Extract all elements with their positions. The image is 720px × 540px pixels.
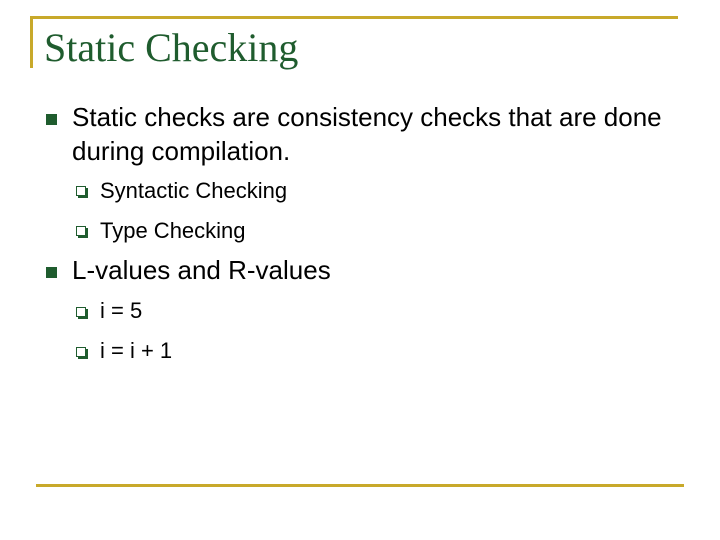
- sub-bullet-assign-increment: i = i + 1: [100, 338, 173, 363]
- slide-title: Static Checking: [44, 25, 299, 70]
- frame-top-rule: [30, 16, 678, 19]
- sub-bullet-syntactic-checking: Syntactic Checking: [100, 178, 288, 203]
- filled-square-bullet-icon: [46, 114, 57, 125]
- filled-square-bullet-icon: [46, 267, 57, 278]
- hollow-square-bullet-icon: [76, 347, 86, 357]
- hollow-square-bullet-icon: [76, 186, 86, 196]
- frame-bottom-rule: [36, 484, 684, 487]
- bullet-item-static-checks: Static checks are consistency checks that are done during compilation.: [72, 102, 662, 166]
- sub-bullet-assign-literal: i = 5: [100, 298, 143, 323]
- hollow-square-bullet-icon: [76, 307, 86, 317]
- sub-bullet-type-checking: Type Checking: [100, 218, 246, 243]
- hollow-square-bullet-icon: [76, 226, 86, 236]
- frame-left-rule: [30, 16, 33, 68]
- bullet-item-lvalues-rvalues: L-values and R-values: [72, 255, 331, 285]
